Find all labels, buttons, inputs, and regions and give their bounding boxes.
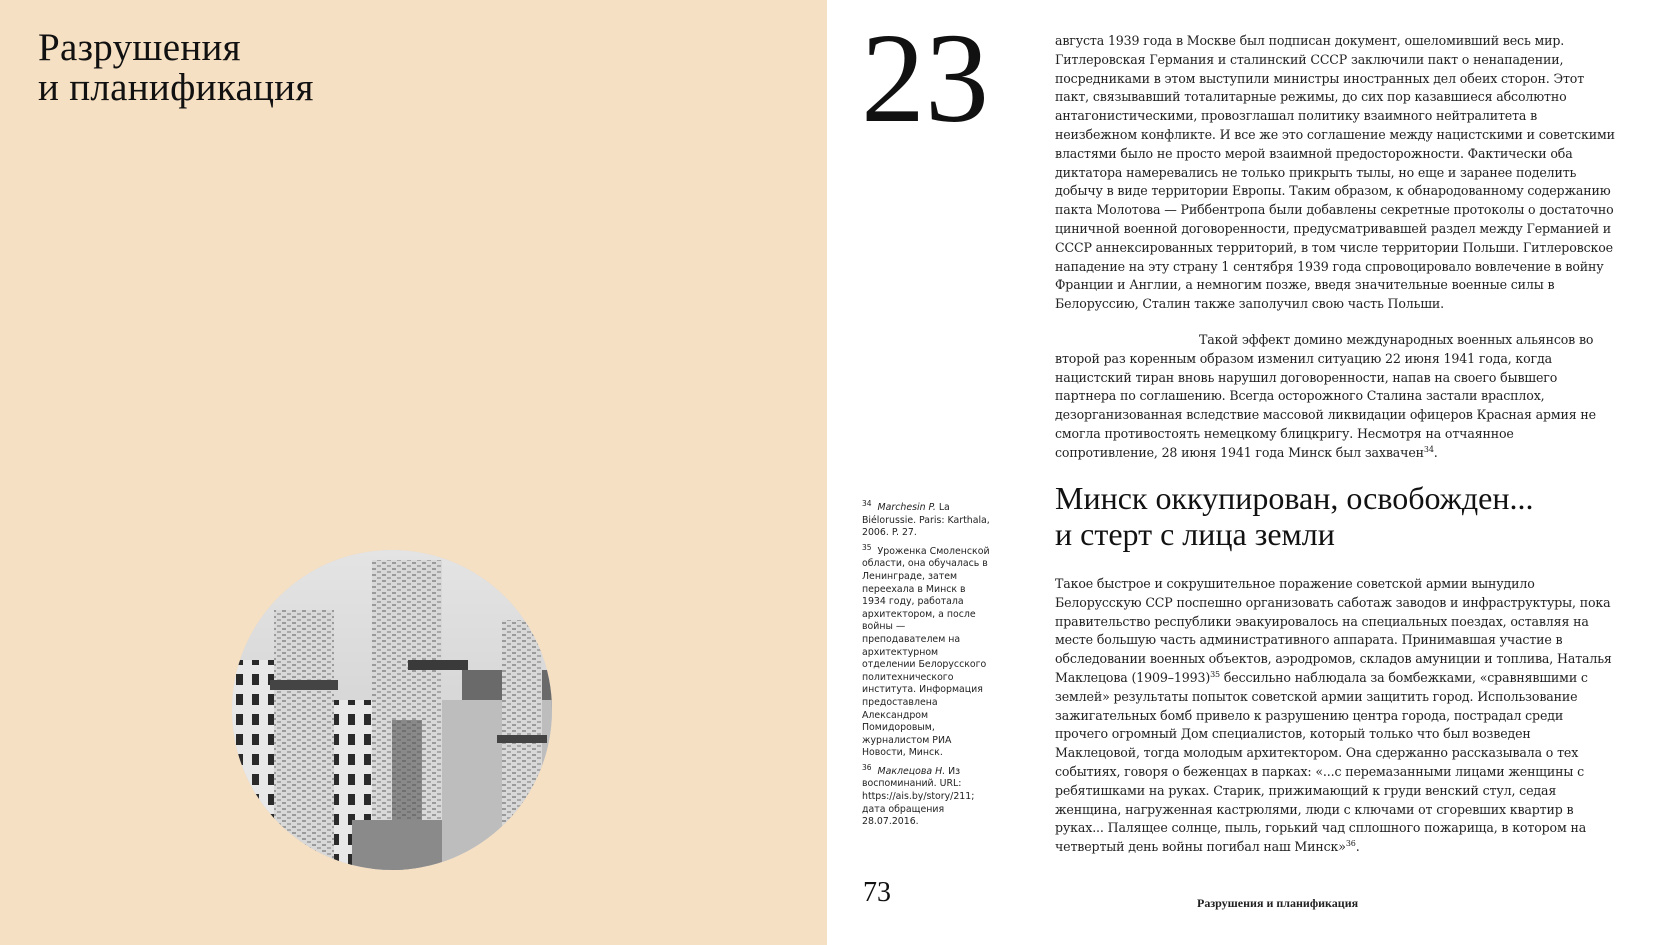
footnote-ref-36[interactable]: 36 [1345,838,1356,848]
paragraph-2-text: Такой эффект домино международных военных альянсов во второй раз коренным образом изменил ситуацию 22 июня 1941 года, когда нацистский тиран вновь нарушил договоренности, напав на своего бывшего партнера по соглашению. Всегда осторожного Сталина застали врасплох, дезорганизованная вследствие массовой ликвидации офицеров Красная армия не смогла противостоять немецкому блицкригу. Несмотря на отчаянное сопротивление, 28 июня 1941 года Минск был захвачен [1055,332,1596,460]
body-paragraph-1 [1055,32,1615,314]
running-head: Разрушения и планификация [1197,896,1359,910]
ruins-photo-illustration [232,550,552,870]
drop-cap-number: 23 [861,7,989,149]
paragraph-3-text-b: бессильно наблюдала за бомбежками, «сравнявшими с землей» результаты попыток советской армии защитить город. Использование зажигательных бомб привело к разрушению центра города, пострадал среди прочего огромный Дом специалистов, который только что был возведен Маклецовой, тогда молодым архитектором. Она сдержанно рассказывала о тех событиях, говоря о беженцах в парках: «...с перемазанными лицами женщины с ребятишками на руках. Старик, прижимающий к груди венский стул, седая женщина, нагруженная кастрюлями, люди с ключами от сгоревших квартир в руках... Палящее солнце, пыль, горький чад сплошного пожарища, в котором на четвертый день войны погибал наш Минск» [1055,669,1588,855]
footnotes-column [862,498,990,835]
paragraph-2: Такой эффект домино международных военных альянсов во второй раз коренным образом изменил ситуацию 22 июня 1941 года, когда нацистский тиран вновь нарушил договоренности, напав на своего бывшего партнера по соглашению. Всегда осторожного Сталина застали врасплох, дезорганизованная вследствие массовой ликвидации офицеров Красная армия не смогла противостоять немецкому блицкригу. Несмотря на отчаянное сопротивление, 28 июня 1941 года Минск был захвачен$^{34}$. [1055,332,1596,460]
paragraph-1-text: августа 1939 года в Москве был подписан документ, ошеломивший весь мир. Гитлеровская Германия и сталинский СССР заключили пакт о ненападении, посредниками в этом выступили министры иностранных дел обеих сторон. Этот пакт, связывавший тоталитарные режимы, до сих пор казавшиеся абсолютно антагонистическими, провозглашал политику взаимного нейтралитета в неизбежном конфликте. И все же это соглашение между нацистскими и советскими властями было не просто мерой взаимной предосторожности. Фактически оба диктатора намеревались не только прикрыть тылы, но еще и заранее поделить добычу в виде территории Европы. Таким образом, к обнародованному содержанию пакта Молотова — Риббентропа были добавлены секретные протоколы о достаточно циничной военной договоренности, предусматривавшей раздел между Германией и СССР аннексированных территорий, в том числе территории Польши. Гитлеровское нападение на эту страну 1 сентября 1939 года спровоцировало вовлечение в войну Франции и Англии, а немногим позже, введя значительные военные силы в Белоруссию, Сталин также заполучил свою часть Польши. [1055,33,1615,312]
footnote-34 [862,498,990,540]
ruins-photo [232,550,552,870]
page-number: 73 [863,877,891,908]
footnote-text: Из воспоминаний. URL: https://ais.by/story/211; дата обращения 28.07.2016. [862,765,975,828]
footnote-number: 36 [862,762,872,772]
paragraph-3: Такое быстрое и сокрушительное поражение советской армии вынудило Белорусскую ССР поспешно организовать саботаж заводов и инфраструктуры, пока правительство республики эвакуировалось на специальных поездах, оставляя на месте большую часть административного аппарата. Принимавшая участие в обследовании военных объектов, аэродромов, складов амуниции и топлива, Наталья Маклецова (1909–1993)$^{35}$ бессильно наблюдала за бомбежками, «сравнявшими с землей» результаты попыток советской армии защитить город. Использование зажигательных бомб привело к разрушению центра города, пострадал среди прочего огромный Дом специалистов, который только что был возведен Маклецовой, тогда молодым архитектором. Она сдержанно рассказывала о тех событиях, говоря о беженцах в парках: «...с перемазанными лицами женщины с ребятишками на руках. Старик, прижимающий к груди венский стул, седая женщина, нагруженная кастрюлями, люди с ключами от сгоревших квартир в руках... Палящее солнце, пыль, горький чад сплошного пожарища, в котором на четвертый день войны погибал наш Минск»$^{36}$. [1055,576,1612,855]
body-paragraph-3 [1055,575,1615,857]
footnote-35 [862,542,990,760]
chapter-title [38,28,314,108]
body-paragraph-2 [1055,331,1615,463]
section-heading-line2: и стерт с лица земли [1055,516,1335,552]
footnote-ref-35[interactable]: 35 [1210,669,1220,679]
section-heading [1055,480,1635,552]
footnote-text: La Biélorussie. Paris: Karthala, 2006. P. 27. [862,502,990,539]
chapter-title-line1: Разрушения [38,26,241,69]
footnote-author: Маклецова Н. [877,765,946,777]
chapter-title-line2: и планификация [38,66,314,109]
footnote-36 [862,762,990,829]
footnote-ref-34[interactable]: 34 [1423,444,1434,454]
right-page [827,0,1654,945]
section-heading-line1: Минск оккупирован, освобожден... [1055,480,1534,516]
footnote-number: 35 [862,542,872,552]
footnote-text: Уроженка Смоленской области, она обучалась в Ленинграде, затем переехала в Минск в 1934 году, работала архитектором, а после войны — преподавателем на архитектурном отделении Белорусского политехнического института. Информация предоставлена Александром Помидоровым, журналистом РИА Новости, Минск. [862,545,990,759]
paragraph-3-text-a: Такое быстрое и сокрушительное поражение советской армии вынудило Белорусскую ССР поспешно организовать саботаж заводов и инфраструктуры, пока правительство республики эвакуировалось на специальных поездах, оставляя на месте большую часть административного аппарата. Принимавшая участие в обследовании военных объектов, аэродромов, складов амуниции и топлива, Наталья Маклецова (1909–1993) [1055,576,1612,685]
footnote-author: Marchesin P. [877,502,936,513]
footnote-number: 34 [862,498,872,508]
